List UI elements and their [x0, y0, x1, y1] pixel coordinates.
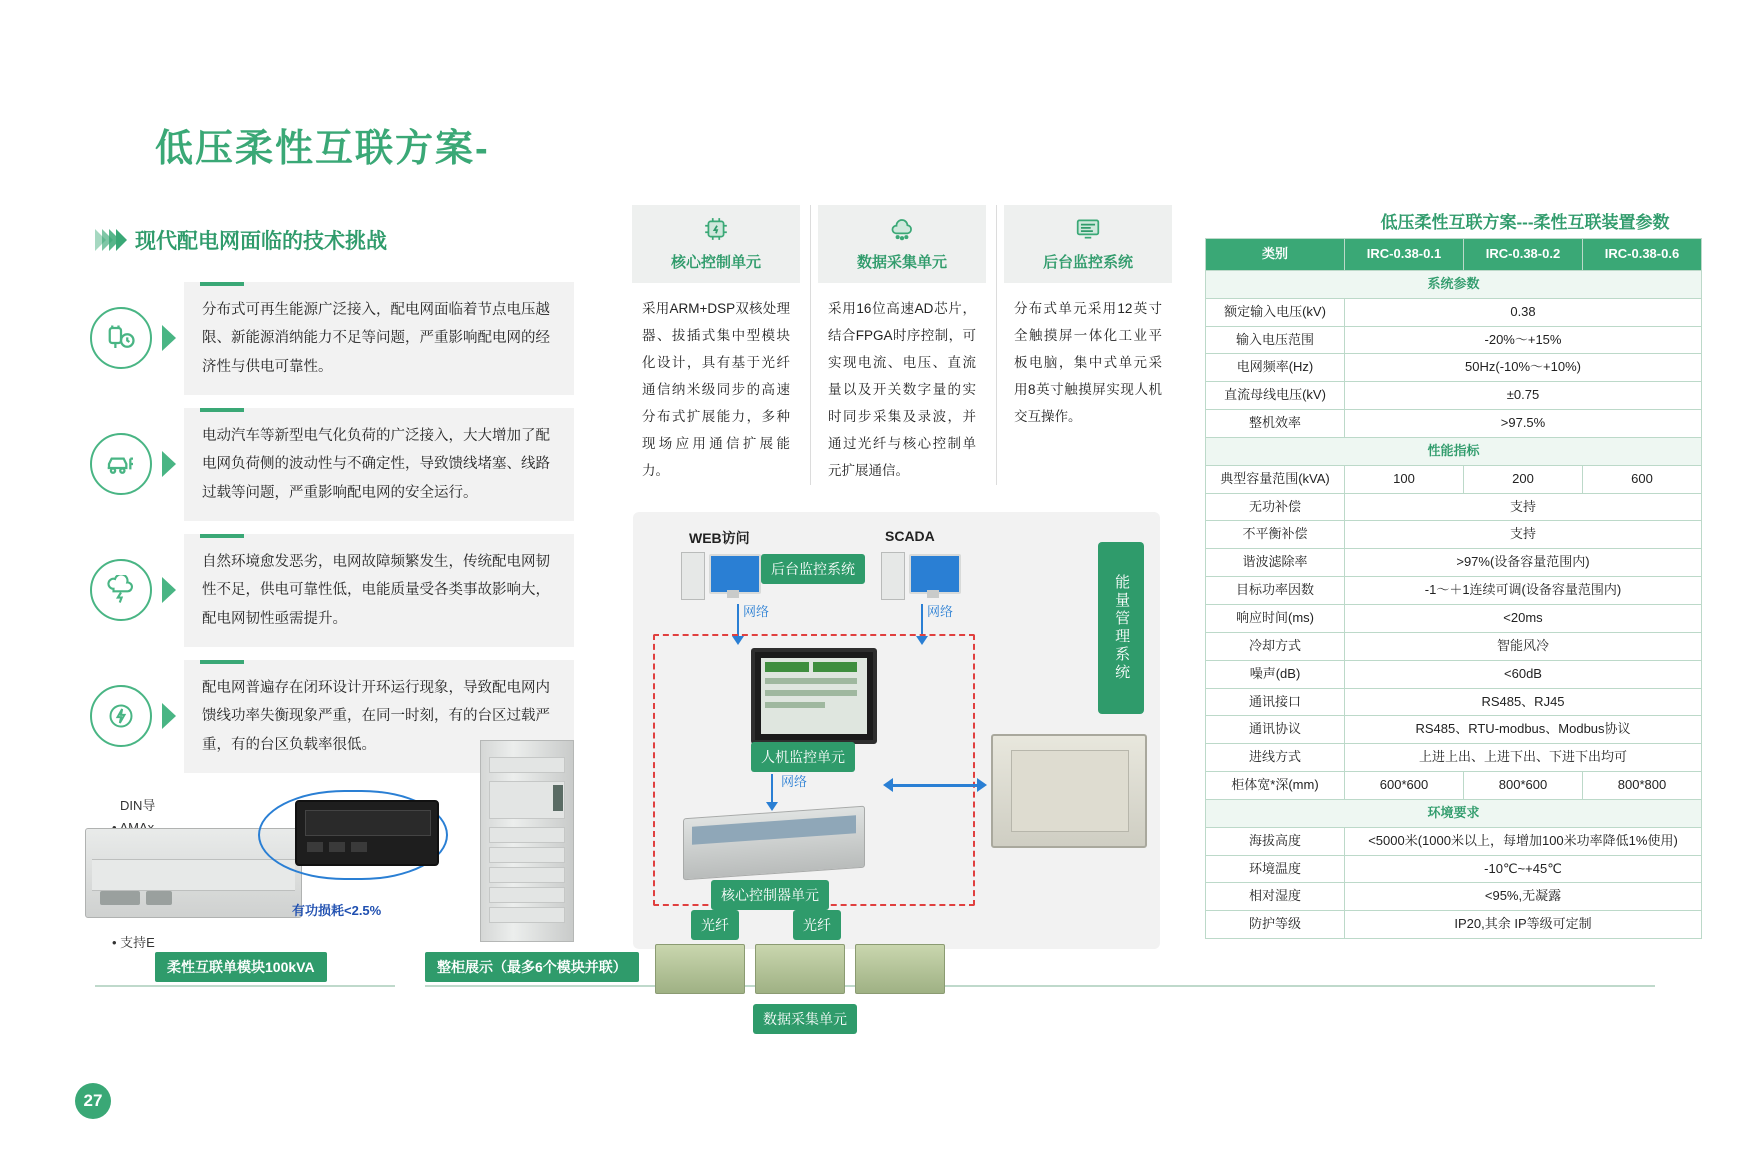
table-section-row: [1206, 270, 1702, 298]
row-value: 200: [1463, 465, 1582, 493]
th-model-2: IRC-0.38-0.2: [1463, 239, 1582, 271]
row-label: 通讯接口: [1206, 688, 1345, 716]
row-label: 柜体宽*深(mm): [1206, 772, 1345, 800]
row-label: 噪声(dB): [1206, 660, 1345, 688]
feature-card-monitoring-system: [1004, 205, 1172, 430]
table-row: [1206, 911, 1702, 939]
row-value: 50Hz(-10%～+10%): [1345, 354, 1702, 382]
challenge-item-2: [90, 408, 574, 521]
label-core-controller: 核心控制器单元: [711, 880, 829, 910]
row-value: -20%～+15%: [1345, 326, 1702, 354]
feature-card-title: 后台监控系统: [1042, 254, 1133, 271]
data-unit-2: [755, 944, 845, 994]
table-row: [1206, 716, 1702, 744]
row-value: <60dB: [1345, 660, 1702, 688]
section-title: 现代配电网面临的技术挑战: [135, 230, 387, 253]
table-section-row: [1206, 437, 1702, 465]
row-value: 0.38: [1345, 298, 1702, 326]
label-web-access: WEB访问: [689, 530, 750, 546]
table-row: [1206, 772, 1702, 800]
arrow-right-icon: [162, 325, 176, 351]
table-title: 低压柔性互联方案---柔性互联装置参数: [1380, 213, 1670, 232]
system-architecture-diagram: [633, 512, 1160, 1027]
row-label: 冷却方式: [1206, 632, 1345, 660]
row-value: RS485、RTU-modbus、Modbus协议: [1345, 716, 1702, 744]
table-row: [1206, 382, 1702, 410]
row-value: ±0.75: [1345, 382, 1702, 410]
row-value: 600: [1582, 465, 1701, 493]
table-row: [1206, 883, 1702, 911]
table-row: [1206, 493, 1702, 521]
table-row: [1206, 298, 1702, 326]
monitor-screen-icon: [1072, 216, 1104, 247]
row-value: -1～＋1连续可调(设备容量范围内): [1345, 577, 1702, 605]
ev-charging-icon: [90, 433, 152, 495]
feature-card-data-acquisition: [818, 205, 986, 484]
core-controller-device: [683, 806, 865, 881]
row-value: -10℃~+45℃: [1345, 855, 1702, 883]
energy-flow-icon: [90, 685, 152, 747]
challenge-item-3: [90, 534, 574, 647]
row-label: 整机效率: [1206, 410, 1345, 438]
cpu-chip-icon: [701, 216, 731, 247]
table-row: [1206, 410, 1702, 438]
row-value: 支持: [1345, 521, 1702, 549]
feature-card-title: 数据采集单元: [856, 254, 947, 271]
tag-module: 柔性互联单模块100kVA: [155, 952, 327, 982]
label-backend-monitoring: 后台监控系统: [761, 554, 865, 584]
row-value: IP20,其余 IP等级可定制: [1345, 911, 1702, 939]
photo-note-3: • 支持E: [112, 935, 155, 950]
row-label: 环境温度: [1206, 855, 1345, 883]
row-label: 电网频率(Hz): [1206, 354, 1345, 382]
table-row: [1206, 660, 1702, 688]
table-row: [1206, 354, 1702, 382]
row-value: >97.5%: [1345, 410, 1702, 438]
feature-card-core-control: [632, 205, 800, 484]
row-value: 800*800: [1582, 772, 1701, 800]
row-value: <95%,无凝露: [1345, 883, 1702, 911]
row-label: 典型容量范围(kVA): [1206, 465, 1345, 493]
cabinet-device: [991, 734, 1147, 848]
data-unit-3: [855, 944, 945, 994]
feature-card-head: [818, 205, 986, 283]
label-hmi-unit: 人机监控单元: [751, 742, 855, 772]
challenge-text-3: 自然环境愈发恶劣，电网故障频繁发生，传统配电网韧性不足，供电可靠性低，电能质量受各类事故影响大，配电网韧性亟需提升。: [184, 534, 574, 647]
row-value: 100: [1345, 465, 1464, 493]
table-row: [1206, 855, 1702, 883]
cabinet-photo: [480, 740, 574, 942]
table-row: [1206, 744, 1702, 772]
row-label: 额定输入电压(kV): [1206, 298, 1345, 326]
table-row: [1206, 577, 1702, 605]
label-network-right: 网络: [927, 604, 954, 619]
chevron-right-icon: [95, 229, 123, 251]
challenge-text-2: 电动汽车等新型电气化负荷的广泛接入，大大增加了配电网负荷侧的波动性与不确定性，导致馈线堵塞、线路过载等问题，严重影响配电网的安全运行。: [184, 408, 574, 521]
label-ems: 能量管理系统: [1098, 542, 1144, 714]
row-label: 谐波滤除率: [1206, 549, 1345, 577]
row-label: 通讯协议: [1206, 716, 1345, 744]
row-label: 目标功率因数: [1206, 577, 1345, 605]
feature-card-body: 采用ARM+DSP双核处理器、拔插式集中型模块化设计，具有基于光纤通信纳米级同步的高速分布式扩展能力，多种现场应用通信扩展能力。: [642, 301, 790, 478]
power-meter-photo: [295, 800, 439, 866]
storm-icon: [90, 559, 152, 621]
table-row: [1206, 465, 1702, 493]
label-scada: SCADA: [885, 528, 935, 544]
label-network-left: 网络: [743, 604, 770, 619]
tag-cabinet: 整柜展示（最多6个模块并联）: [425, 952, 639, 982]
hmi-panel: [751, 648, 877, 744]
row-value: 支持: [1345, 493, 1702, 521]
table-row: [1206, 827, 1702, 855]
th-category: 类别: [1206, 239, 1345, 271]
row-value: 上进上出、上进下出、下进下出均可: [1345, 744, 1702, 772]
arrow-right-icon: [162, 703, 176, 729]
feature-card-head: [632, 205, 800, 283]
row-value: 智能风冷: [1345, 632, 1702, 660]
label-network-mid: 网络: [781, 774, 808, 789]
row-value: >97%(设备容量范围内): [1345, 549, 1702, 577]
label-data-unit: 数据采集单元: [753, 1004, 857, 1034]
row-value: 800*600: [1463, 772, 1582, 800]
feature-card-title: 核心控制单元: [670, 254, 761, 271]
row-label: 直流母线电压(kV): [1206, 382, 1345, 410]
th-model-3: IRC-0.38-0.6: [1582, 239, 1701, 271]
plug-clock-icon: [90, 307, 152, 369]
table-row: [1206, 632, 1702, 660]
row-value: <20ms: [1345, 604, 1702, 632]
section-label: 环境要求: [1206, 799, 1702, 827]
data-unit-1: [655, 944, 745, 994]
row-label: 海拔高度: [1206, 827, 1345, 855]
spec-table: [1205, 238, 1702, 939]
table-row: [1206, 604, 1702, 632]
row-label: 响应时间(ms): [1206, 604, 1345, 632]
loss-note: 有功损耗<2.5%: [292, 903, 382, 918]
row-label: 输入电压范围: [1206, 326, 1345, 354]
challenge-item-1: [90, 282, 574, 395]
challenge-text-4: 配电网普遍存在闭环设计开环运行现象，导致配电网内馈线功率失衡现象严重，在同一时刻，有的台区过载严重，有的台区负载率很低。: [184, 660, 574, 773]
feature-card-body: 采用16位高速AD芯片，结合FPGA时序控制，可实现电流、电压、直流量以及开关数字量的实时同步采集及录波，并通过光纤与核心控制单元扩展通信。: [828, 301, 976, 478]
table-section-row: [1206, 799, 1702, 827]
page-number: 27: [75, 1083, 111, 1119]
page-title: 低压柔性互联方案-: [155, 128, 490, 170]
photo-note-1: DIN导: [120, 798, 156, 813]
row-label: 无功补偿: [1206, 493, 1345, 521]
th-model-1: IRC-0.38-0.1: [1345, 239, 1464, 271]
row-value: RS485、RJ45: [1345, 688, 1702, 716]
section-label: 性能指标: [1206, 437, 1702, 465]
table-row: [1206, 549, 1702, 577]
section-label: 系统参数: [1206, 270, 1702, 298]
arrow-right-icon: [162, 451, 176, 477]
label-fiber-left: 光纤: [691, 910, 739, 940]
section-header: [95, 225, 387, 255]
row-label: 相对湿度: [1206, 883, 1345, 911]
table-row: [1206, 521, 1702, 549]
table-header-row: [1206, 239, 1702, 271]
row-label: 进线方式: [1206, 744, 1345, 772]
arrow-right-icon: [162, 577, 176, 603]
label-fiber-right: 光纤: [793, 910, 841, 940]
feature-card-head: [1004, 205, 1172, 283]
row-value: <5000米(1000米以上，每增加100米功率降低1%使用): [1345, 827, 1702, 855]
challenge-text-1: 分布式可再生能源广泛接入，配电网面临着节点电压越限、新能源消纳能力不足等问题，严重影响配电网的经济性与供电可靠性。: [184, 282, 574, 395]
table-row: [1206, 326, 1702, 354]
feature-card-body: 分布式单元采用12英寸全触摸屏一体化工业平板电脑，集中式单元采用8英寸触摸屏实现人机交互操作。: [1014, 301, 1162, 424]
row-label: 防护等级: [1206, 911, 1345, 939]
row-value: 600*600: [1345, 772, 1464, 800]
cloud-data-icon: [886, 216, 918, 247]
row-label: 不平衡补偿: [1206, 521, 1345, 549]
table-row: [1206, 688, 1702, 716]
